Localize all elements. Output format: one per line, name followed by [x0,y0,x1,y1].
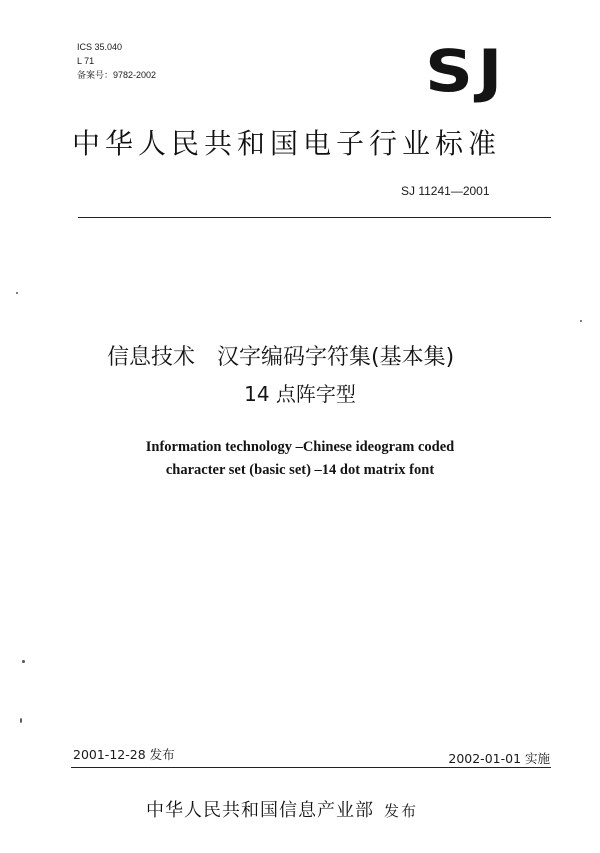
sj-logo: SJ [425,37,508,105]
english-title-line-1: Information technology –Chinese ideogram coded [145,439,455,455]
english-title-line-2: character set (basic set) –14 dot matrix font [165,462,435,478]
chinese-title-line-1: 信息技术 汉字编码字符集(基本集) [107,345,455,370]
scan-speck [20,718,22,723]
classification-code: L 71 [77,56,95,66]
issuer-line [146,796,418,822]
chinese-title-line-2: 14 点阵字型 [244,382,356,406]
implementation-date: 2002-01-01 实施 [448,751,550,766]
footer-divider [71,767,551,768]
scan-speck [16,292,18,294]
header-divider [78,217,551,218]
standard-title: 中华人民共和国电子行业标准 [72,127,502,160]
record-number: 备案号：9782-2002 [77,70,157,80]
metadata-block [77,40,156,82]
standard-number: SJ 11241—2001 [401,184,490,198]
english-title [0,436,600,482]
issue-date: 2001-12-28 发布 [73,747,175,762]
scan-speck [22,660,25,663]
issuer-name: 中华人民共和国信息产业部 [146,800,374,821]
scan-speck [580,320,582,322]
ics-code: ICS 35.040 [77,42,123,52]
issuer-action: 发布 [384,802,419,820]
